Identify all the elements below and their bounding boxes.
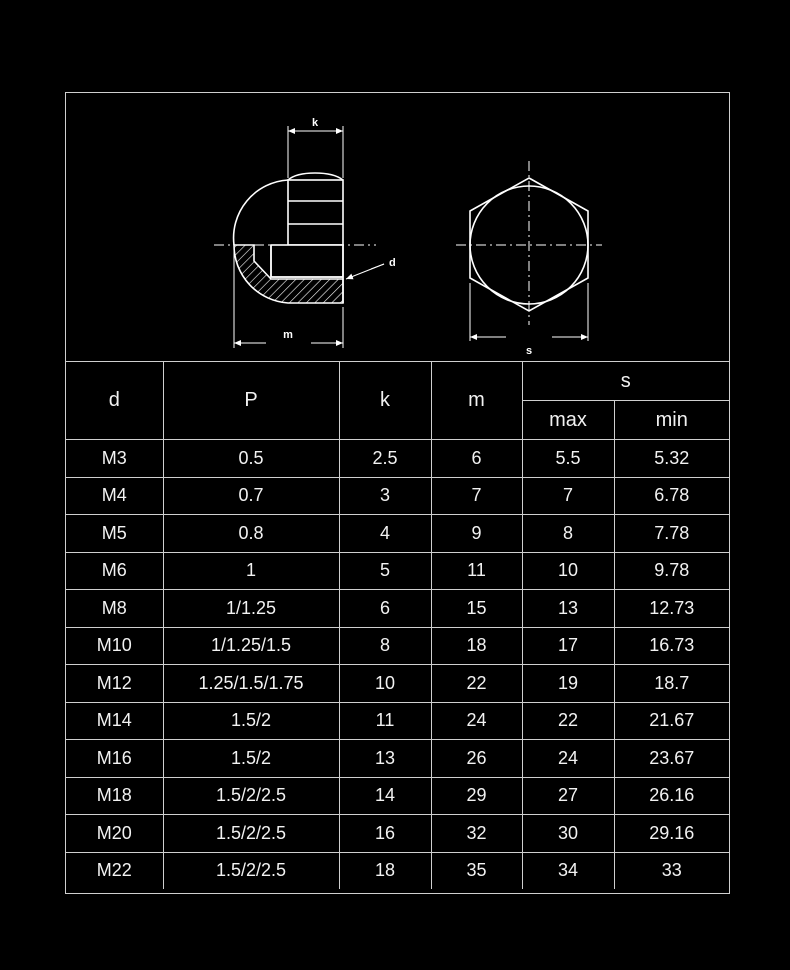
cell-s-max: 34 — [522, 852, 614, 889]
cell-s-max: 5.5 — [522, 440, 614, 478]
cell-s-max: 8 — [522, 515, 614, 553]
cell-pitch: 1.5/2 — [163, 740, 339, 778]
cell-s-max: 10 — [522, 552, 614, 590]
cell-s-min: 33 — [614, 852, 729, 889]
cell-k: 14 — [339, 777, 431, 815]
cell-pitch: 1.25/1.5/1.75 — [163, 665, 339, 703]
cell-s-min: 21.67 — [614, 702, 729, 740]
cell-size: M5 — [66, 515, 163, 553]
cell-m: 24 — [431, 702, 522, 740]
cell-size: M8 — [66, 590, 163, 628]
cell-k: 3 — [339, 477, 431, 515]
cell-pitch: 1.5/2 — [163, 702, 339, 740]
header-k: k — [339, 362, 431, 440]
cell-s-max: 19 — [522, 665, 614, 703]
table-row — [66, 477, 729, 515]
table-row — [66, 440, 729, 478]
cell-s-min: 16.73 — [614, 627, 729, 665]
label-k: k — [311, 117, 319, 129]
cell-size: M6 — [66, 552, 163, 590]
cell-s-max: 22 — [522, 702, 614, 740]
cell-k: 13 — [339, 740, 431, 778]
table-row — [66, 740, 729, 778]
header-s-min: min — [614, 401, 729, 440]
cell-m: 11 — [431, 552, 522, 590]
cell-size: M22 — [66, 852, 163, 889]
header-s: s — [522, 362, 729, 401]
label-d: d — [389, 257, 396, 269]
table-row — [66, 852, 729, 889]
cell-k: 4 — [339, 515, 431, 553]
cell-s-min: 7.78 — [614, 515, 729, 553]
cell-k: 5 — [339, 552, 431, 590]
cell-s-max: 27 — [522, 777, 614, 815]
cell-pitch: 1/1.25 — [163, 590, 339, 628]
cell-s-min: 5.32 — [614, 440, 729, 478]
dimension-k — [288, 126, 343, 178]
cell-m: 7 — [431, 477, 522, 515]
cell-s-min: 18.7 — [614, 665, 729, 703]
label-m: m — [283, 329, 293, 341]
cell-m: 32 — [431, 815, 522, 853]
cell-k: 11 — [339, 702, 431, 740]
cell-s-max: 17 — [522, 627, 614, 665]
cell-size: M16 — [66, 740, 163, 778]
cell-m: 9 — [431, 515, 522, 553]
table-row — [66, 815, 729, 853]
dimension-d — [346, 264, 384, 279]
cell-pitch: 1 — [163, 552, 339, 590]
cell-pitch: 0.7 — [163, 477, 339, 515]
cell-s-min: 29.16 — [614, 815, 729, 853]
cell-size: M3 — [66, 440, 163, 478]
table-row — [66, 665, 729, 703]
cell-k: 8 — [339, 627, 431, 665]
cell-m: 26 — [431, 740, 522, 778]
cell-k: 10 — [339, 665, 431, 703]
technical-drawing — [66, 93, 729, 362]
header-d: d — [66, 362, 163, 440]
label-s: s — [525, 345, 533, 357]
cell-s-min: 12.73 — [614, 590, 729, 628]
table-row — [66, 515, 729, 553]
spec-table — [66, 362, 729, 889]
cell-k: 16 — [339, 815, 431, 853]
cell-s-max: 30 — [522, 815, 614, 853]
table-row — [66, 627, 729, 665]
header-p: P — [163, 362, 339, 440]
spec-table-body — [66, 440, 729, 890]
cell-pitch: 0.8 — [163, 515, 339, 553]
cell-pitch: 1.5/2/2.5 — [163, 777, 339, 815]
table-row — [66, 702, 729, 740]
cell-k: 18 — [339, 852, 431, 889]
cell-size: M12 — [66, 665, 163, 703]
cell-k: 6 — [339, 590, 431, 628]
table-row — [66, 552, 729, 590]
cell-size: M18 — [66, 777, 163, 815]
cell-m: 18 — [431, 627, 522, 665]
cell-s-max: 24 — [522, 740, 614, 778]
cell-size: M20 — [66, 815, 163, 853]
cell-size: M14 — [66, 702, 163, 740]
cell-pitch: 1/1.25/1.5 — [163, 627, 339, 665]
header-m: m — [431, 362, 522, 440]
cell-pitch: 1.5/2/2.5 — [163, 852, 339, 889]
cell-s-min: 26.16 — [614, 777, 729, 815]
cell-m: 22 — [431, 665, 522, 703]
cell-s-min: 6.78 — [614, 477, 729, 515]
header-s-max: max — [522, 401, 614, 440]
side-view — [234, 173, 343, 303]
cell-pitch: 0.5 — [163, 440, 339, 478]
cell-size: M4 — [66, 477, 163, 515]
table-row — [66, 777, 729, 815]
cell-size: M10 — [66, 627, 163, 665]
cell-m: 35 — [431, 852, 522, 889]
cell-s-min: 23.67 — [614, 740, 729, 778]
table-row — [66, 590, 729, 628]
cell-s-min: 9.78 — [614, 552, 729, 590]
cell-m: 15 — [431, 590, 522, 628]
cell-k: 2.5 — [339, 440, 431, 478]
cell-m: 29 — [431, 777, 522, 815]
cap-nut-drawing — [66, 93, 729, 361]
centerline-top — [456, 161, 602, 325]
cell-s-max: 7 — [522, 477, 614, 515]
dimension-s — [470, 283, 588, 341]
cell-m: 6 — [431, 440, 522, 478]
spec-frame — [65, 92, 730, 894]
cell-pitch: 1.5/2/2.5 — [163, 815, 339, 853]
cell-s-max: 13 — [522, 590, 614, 628]
